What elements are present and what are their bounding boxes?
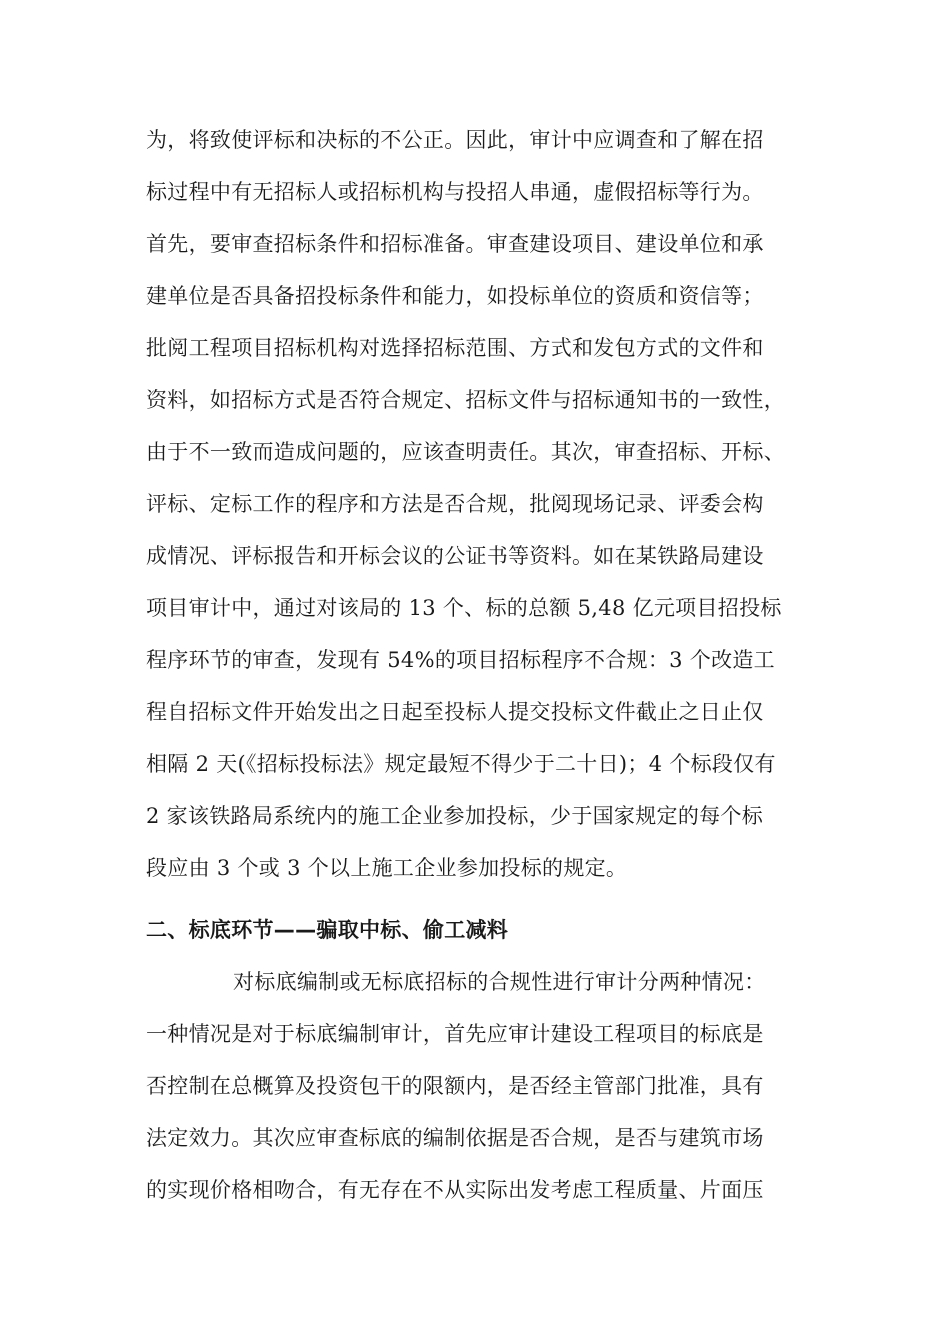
paragraph-line: 批阅工程项目招标机构对选择招标范围、方式和发包方式的文件和: [146, 336, 764, 360]
paragraph-line: 相隔 2 天(《招标投标法》规定最短不得少于二十日)；4 个标段仅有: [146, 752, 776, 776]
paragraph-line: 资料，如招标方式是否符合规定、招标文件与招标通知书的一致性，: [146, 388, 785, 412]
paragraph-line: 成情况、评标报告和开标会议的公证书等资料。如在某铁路局建设: [146, 544, 764, 568]
paragraph-line: 首先，要审查招标条件和招标准备。审查建设项目、建设单位和承: [146, 232, 764, 256]
paragraph-line: 标过程中有无招标人或招标机构与投招人串通，虚假招标等行为。: [146, 180, 764, 204]
paragraph-line: 建单位是否具备招投标条件和能力，如投标单位的资质和资信等；: [146, 284, 764, 308]
paragraph-line: 项目审计中，通过对该局的 13 个、标的总额 5,48 亿元项目招投标: [146, 596, 782, 620]
paragraph-line: 法定效力。其次应审查标底的编制依据是否合规，是否与建筑市场: [146, 1126, 764, 1150]
paragraph-line: 2 家该铁路局系统内的施工企业参加投标，少于国家规定的每个标: [146, 804, 764, 828]
paragraph-line: 为，将致使评标和决标的不公正。因此，审计中应调查和了解在招: [146, 128, 764, 152]
paragraph-line: 程序环节的审查，发现有 54%的项目招标程序不合规：3 个改造工: [146, 648, 775, 672]
paragraph-line: 的实现价格相吻合，有无存在不从实际出发考虑工程质量、片面压: [146, 1178, 764, 1202]
paragraph-line: 否控制在总概算及投资包干的限额内，是否经主管部门批准，具有: [146, 1074, 764, 1098]
paragraph-line: 一种情况是对于标底编制审计，首先应审计建设工程项目的标底是: [146, 1022, 764, 1046]
section-heading: 二、标底环节——骗取中标、偷工减料: [146, 918, 509, 942]
paragraph-line: 由于不一致而造成问题的，应该查明责任。其次，审查招标、开标、: [146, 440, 785, 464]
paragraph-line: 对标底编制或无标底招标的合规性进行审计分两种情况：: [233, 970, 766, 994]
paragraph-line: 评标、定标工作的程序和方法是否合规，批阅现场记录、评委会构: [146, 492, 764, 516]
paragraph-line: 程自招标文件开始发出之日起至投标人提交投标文件截止之日止仅: [146, 700, 764, 724]
paragraph-line: 段应由 3 个或 3 个以上施工企业参加投标的规定。: [146, 856, 628, 880]
